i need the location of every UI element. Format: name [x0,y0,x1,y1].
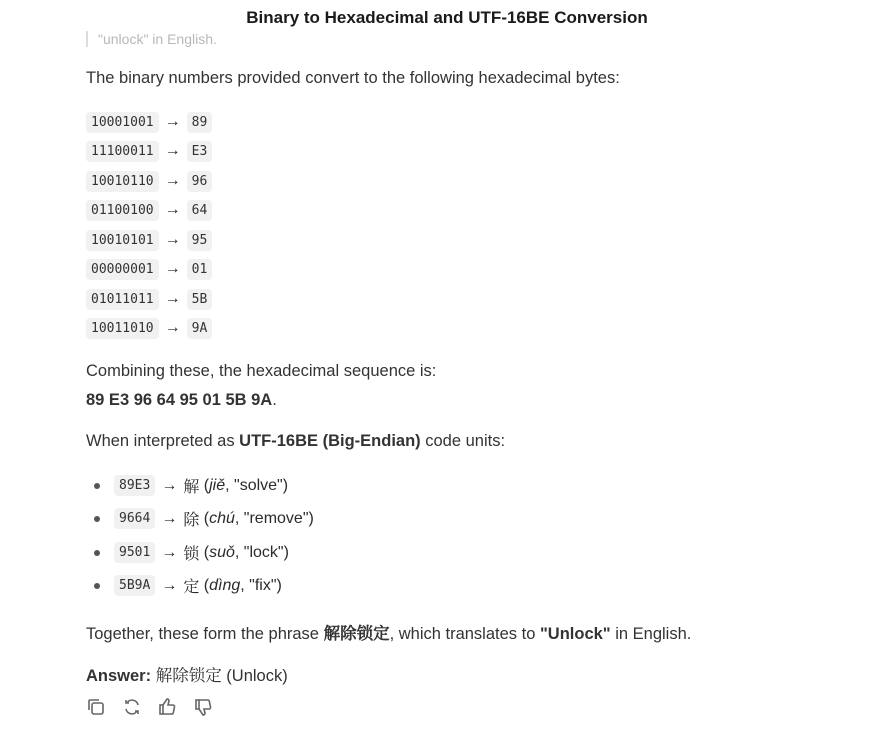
arrow: → [161,476,178,494]
list-item: 9664 → 除 ( chú , "remove") [86,507,314,530]
together-post: in English. [610,625,692,643]
hex-code: 95 [187,230,213,251]
list-item: 9501 → 锁 ( suǒ , "lock") [86,541,289,564]
unit-code: 89E3 [114,475,155,496]
hex-sequence [86,391,277,410]
binary-code: 01100100 [86,200,159,221]
faded-previous-text: "unlock" in English. [86,31,217,47]
interp-bold: UTF-16BE (Big-Endian) [239,432,421,450]
binary-code: 10010110 [86,171,159,192]
unit-pinyin: jiě [209,476,226,494]
arrow: → [164,142,181,159]
binary-code: 11100011 [86,141,159,162]
hex-code: 64 [187,200,213,221]
arrow: → [164,172,181,189]
hex-code: 9A [187,318,213,339]
unit-meaning: , "remove") [234,509,314,527]
together-text [86,620,691,644]
thumbs-up-icon[interactable] [158,697,180,719]
interpretation-text [86,432,505,451]
unit-meaning: , "fix") [240,576,282,594]
unit-char: 除 [183,512,200,529]
interp-post: code units: [420,432,506,450]
conversion-row [86,316,212,340]
arrow: → [164,113,181,130]
page-title: Binary to Hexadecimal and UTF-16BE Conversion [246,8,648,27]
interp-pre: When interpreted as [86,432,240,450]
regenerate-icon[interactable] [122,697,144,719]
arrow: → [161,576,178,594]
arrow: → [161,509,178,527]
unit-meaning: , "lock") [234,543,289,561]
arrow: → [164,260,181,277]
unit-char: 定 [183,579,200,596]
thumbs-down-icon[interactable] [194,697,216,719]
hex-code: 5B [187,289,213,310]
conversion-row [86,139,212,163]
binary-code: 01011011 [86,289,159,310]
bullet-dot [94,550,100,556]
binary-code: 10001001 [86,112,159,133]
conversion-row [86,287,212,311]
unit-char: 锁 [183,546,200,563]
binary-code: 00000001 [86,259,159,280]
combining-text: Combining these, the hexadecimal sequence is: [86,362,437,380]
together-mid: , which translates to [389,625,540,643]
answer-line [86,662,288,686]
conversion-row [86,257,212,281]
answer-label: Answer: [86,667,152,685]
list-item: 89E3 → 解 ( jiě , "solve") [86,474,288,497]
bullet-dot [94,583,100,589]
answer-text: 解除锁定 (Unlock) [151,667,288,685]
message-actions [86,697,216,719]
unit-meaning: , "solve") [225,476,289,494]
unit-pinyin: chú [209,509,235,527]
hex-sequence-value: 89 E3 96 64 95 01 5B 9A [86,391,273,409]
conversion-row [86,228,212,252]
arrow: → [164,231,181,248]
intro-text: The binary numbers provided convert to the following hexadecimal bytes: [86,69,620,87]
hex-code: 01 [187,259,213,280]
binary-code: 10010101 [86,230,159,251]
arrow: → [161,543,178,561]
conversion-row [86,198,212,222]
unit-char: 解 [183,479,200,496]
bullet-dot [94,483,100,489]
arrow: → [164,290,181,307]
bullet-dot [94,516,100,522]
conversion-row [86,169,212,193]
hex-code: 96 [187,171,213,192]
unit-code: 9664 [114,508,155,529]
hex-code: E3 [187,141,213,162]
together-bold: "Unlock" [539,625,611,643]
together-pre: Together, these form the phrase [86,625,324,643]
binary-code: 10011010 [86,318,159,339]
unit-code: 5B9A [114,575,155,596]
hex-code: 89 [187,112,213,133]
unit-pinyin: suǒ [209,543,235,561]
hex-sequence-period: . [272,391,277,409]
together-phrase: 解除锁定 [323,625,390,643]
arrow: → [164,319,181,336]
conversion-row [86,110,212,134]
unit-code: 9501 [114,542,155,563]
arrow: → [164,201,181,218]
copy-icon[interactable] [86,697,108,719]
unit-pinyin: dìng [209,576,241,594]
list-item: 5B9A → 定 ( dìng , "fix") [86,574,282,597]
